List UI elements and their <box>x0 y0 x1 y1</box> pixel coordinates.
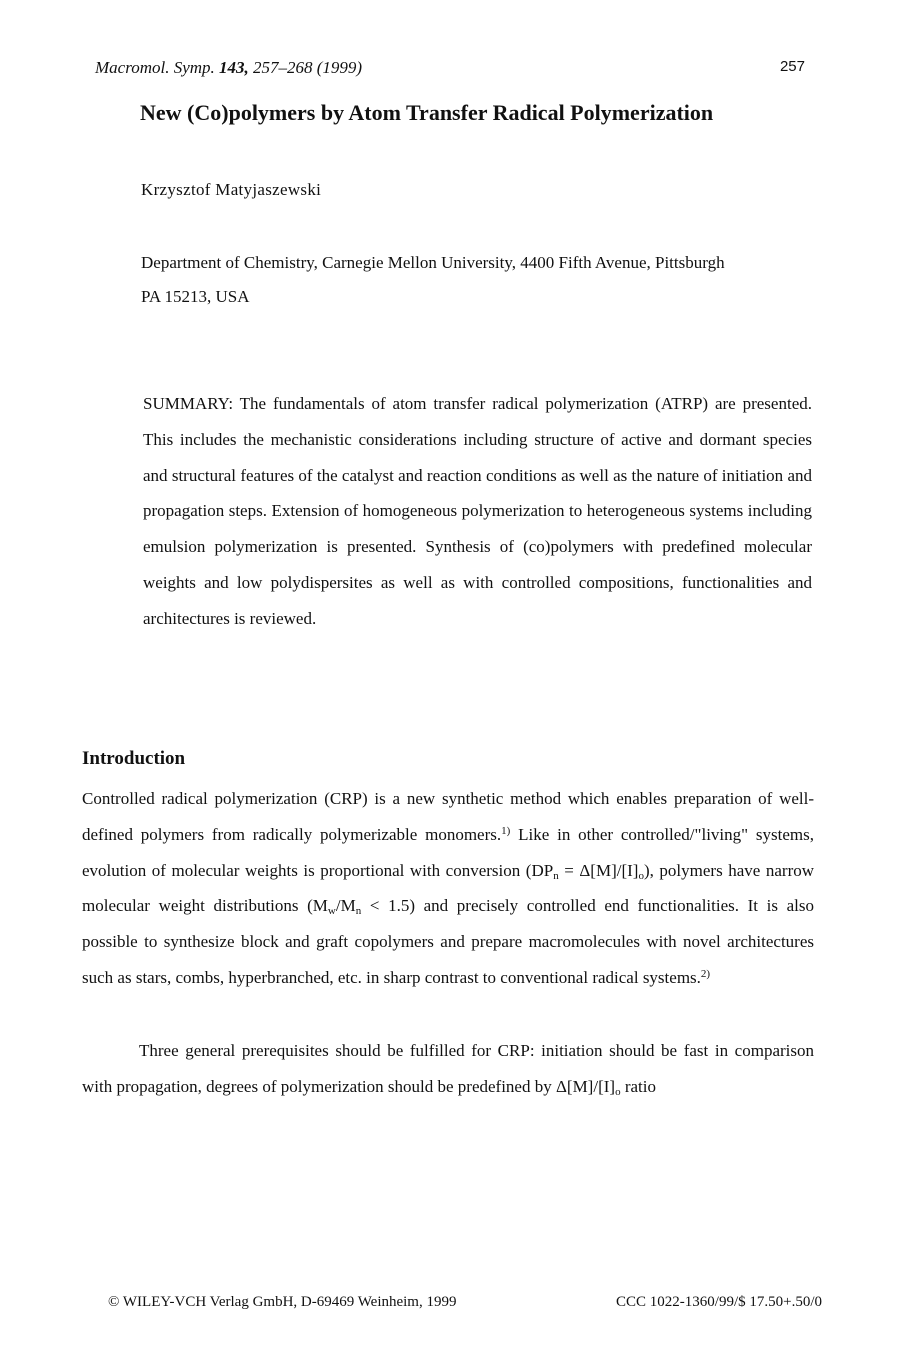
subscript-n: n <box>553 869 559 882</box>
introduction-paragraph-1 <box>82 781 814 996</box>
footer-copyright: © WILEY-VCH Verlag GmbH, D-69469 Weinheim, 1999 <box>108 1294 457 1310</box>
affiliation-line-1: Department of Chemistry, Carnegie Mellon University, 4400 Fifth Avenue, Pittsburgh <box>141 253 725 272</box>
article-title: New (Co)polymers by Atom Transfer Radical Polymerization <box>140 100 714 125</box>
journal-volume: 143, <box>219 58 249 77</box>
p2-text-2: ratio <box>620 1076 656 1096</box>
author-name: Krzysztof Matyjaszewski <box>141 180 322 199</box>
p1-text-2: Like in other controlled/"living" systems, evolution of molecular weights is proportional with conversion (DP <box>82 824 814 880</box>
reference-1: 1) <box>501 824 511 837</box>
introduction-paragraph-2 <box>82 1033 814 1105</box>
affiliation-line-2: PA 15213, USA <box>141 287 250 306</box>
journal-name: Macromol. Symp. <box>95 58 215 77</box>
reference-2: 2) <box>700 967 711 980</box>
page-number: 257 <box>779 58 805 75</box>
p1-text-3: = Δ[M]/[I] <box>558 860 639 880</box>
subscript-w: w <box>327 905 336 918</box>
running-head <box>95 58 362 78</box>
p2-text-1: Three general prerequisites should be fulfilled for CRP: initiation should be fast in comparison with propagation, degrees of polymerization should be predefined by Δ[M]/[I] <box>82 1041 814 1096</box>
footer-ccc-code: CCC 1022-1360/99/$ 17.50+.50/0 <box>616 1294 822 1310</box>
subscript-n-2: n <box>355 905 362 918</box>
p1-text-6: < 1.5) and precisely controlled end functionalities. It is also possible to synthesize block and graft copolymers and prepare macromolecules with novel architectures such as stars, combs, hyperbranched, etc. in sharp contrast to conventional radical systems. <box>82 896 814 987</box>
p1-text-1: Controlled radical polymerization (CRP) is a new synthetic method which enables preparation of well-defined polymers from radically polymerizable monomers. <box>82 789 814 844</box>
affiliation <box>141 246 821 314</box>
subscript-o: o <box>638 869 644 882</box>
p1-text-5: /M <box>335 896 356 916</box>
subscript-o-2: o <box>615 1085 621 1098</box>
journal-pages-year: 257–268 (1999) <box>253 58 363 77</box>
p1-text-4: ), polymers have narrow molecular weight distributions (M <box>82 860 815 916</box>
summary-abstract: SUMMARY: The fundamentals of atom transfer radical polymerization (ATRP) are presented. This includes the mechanistic considerations including structure of active and dormant species and structural features of the catalyst and reaction conditions as well as the nature of initiation and propagation steps. Extension of homogeneous polymerization to heterogeneous systems including emulsion polymerization is presented. Synthesis of (co)polymers with predefined molecular weights and low polydispersites as well as with controlled compositions, functionalities and architectures is reviewed. <box>143 394 812 628</box>
section-heading-introduction: Introduction <box>82 748 186 769</box>
